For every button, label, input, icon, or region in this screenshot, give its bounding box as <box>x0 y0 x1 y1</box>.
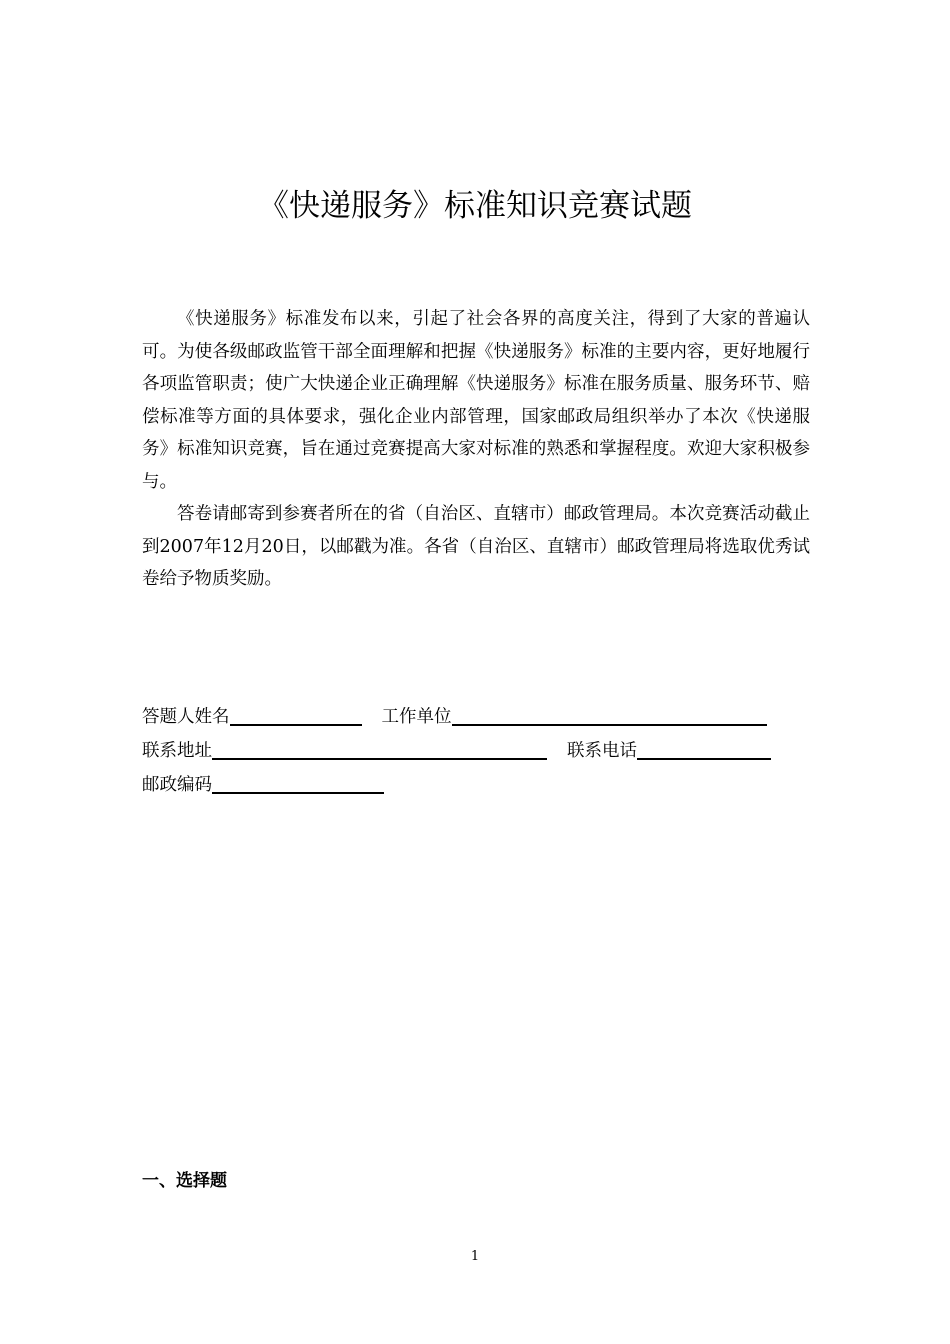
form-row-postcode <box>142 768 810 802</box>
name-field[interactable] <box>230 698 362 726</box>
document-title: 《快递服务》标准知识竞赛试题 <box>258 188 692 224</box>
phone-label: 联系电话 <box>567 741 637 761</box>
participant-form <box>142 700 810 802</box>
form-row-name-workplace <box>142 700 810 734</box>
name-label: 答题人姓名 <box>142 707 230 727</box>
intro-text <box>142 303 810 596</box>
workplace-field[interactable] <box>452 698 767 726</box>
intro-paragraph-1: 《快递服务》标准发布以来，引起了社会各界的高度关注，得到了大家的普遍认可。为使各级邮政监管干部全面理解和把握《快递服务》标准的主要内容，更好地履行各项监管职责；使广大快递企业正确理解《快递服务》标准在服务质量、服务环节、赔偿标准等方面的具体要求，强化企业内部管理，国家邮政局组织举办了本次《快递服务》标准知识竞赛，旨在通过竞赛提高大家对标准的熟悉和掌握程度。欢迎大家积极参与。 <box>142 309 810 492</box>
postcode-field[interactable] <box>212 766 384 794</box>
form-row-address-phone <box>142 734 810 768</box>
intro-paragraph-2: 答卷请邮寄到参赛者所在的省（自治区、直辖市）邮政管理局。本次竞赛活动截止到2007年12月20日，以邮戳为准。各省（自治区、直辖市）邮政管理局将选取优秀试卷给予物质奖励。 <box>142 504 810 589</box>
address-field[interactable] <box>212 732 547 760</box>
postcode-label: 邮政编码 <box>142 775 212 795</box>
address-label: 联系地址 <box>142 741 212 761</box>
page-number: 1 <box>470 1249 480 1264</box>
section-heading-multiple-choice: 一、选择题 <box>142 1171 227 1191</box>
workplace-label: 工作单位 <box>381 707 452 727</box>
phone-field[interactable] <box>637 732 771 760</box>
